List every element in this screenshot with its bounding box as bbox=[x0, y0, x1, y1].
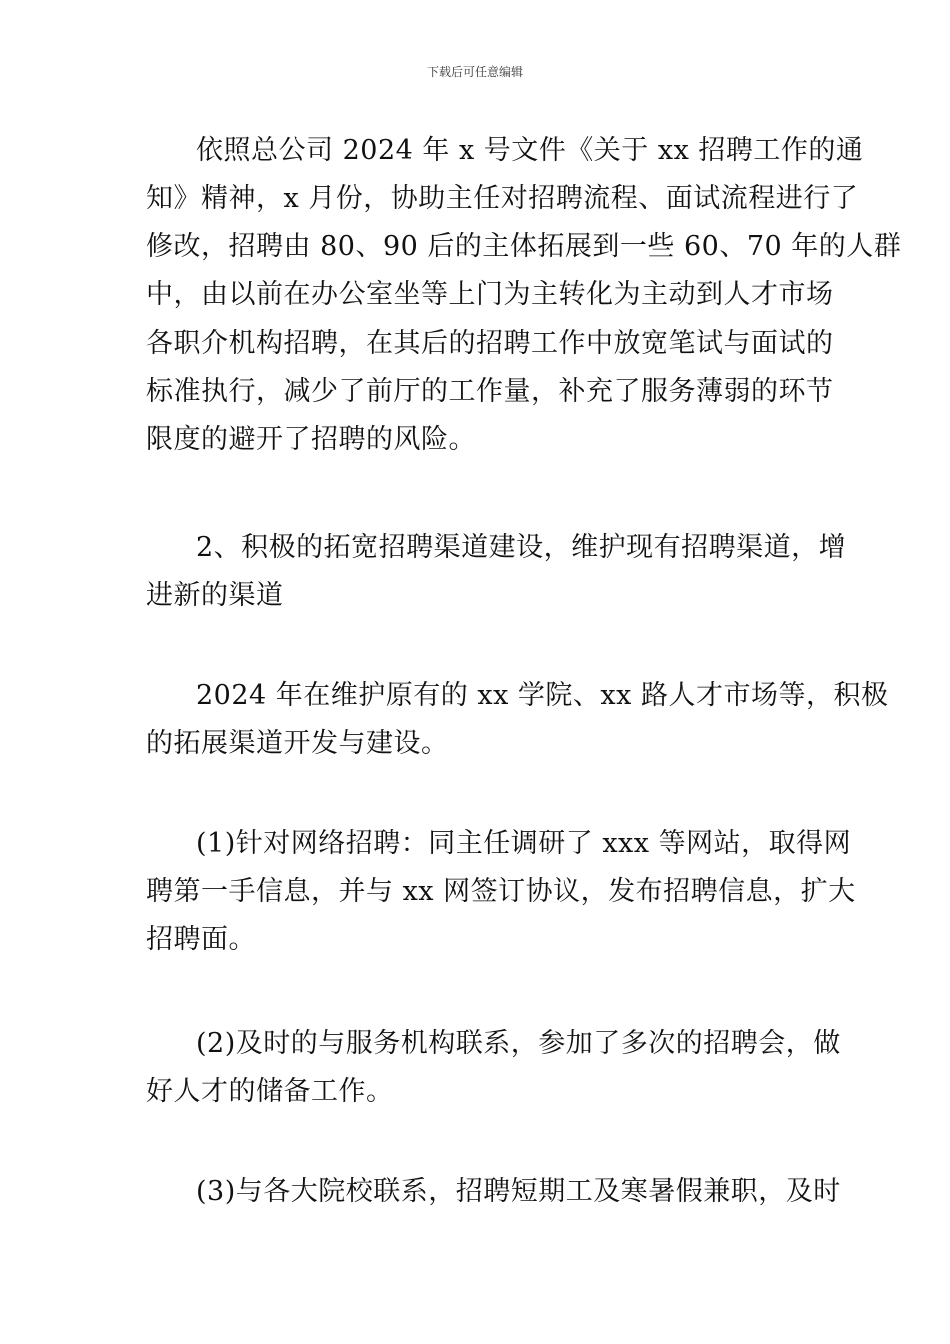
paragraph-1-line-3: 修改，招聘由 80、90 后的主体拓展到一些 60、70 年的人群 bbox=[146, 231, 902, 262]
paragraph-1-line-2: 知》精神，x 月份，协助主任对招聘流程、面试流程进行了 bbox=[146, 183, 859, 214]
paragraph-1-line-4: 中，由以前在办公室坐等上门为主转化为主动到人才市场 bbox=[146, 279, 834, 310]
page-header: 下载后可任意编辑 bbox=[426, 65, 523, 79]
paragraph-2-line-2: 进新的渠道 bbox=[146, 580, 284, 611]
paragraph-1-line-7: 限度的避开了招聘的风险。 bbox=[146, 424, 476, 455]
paragraph-2-line-1: 2、积极的拓宽招聘渠道建设，维护现有招聘渠道，增 bbox=[196, 532, 847, 563]
paragraph-5-line-2: 好人才的储备工作。 bbox=[146, 1076, 394, 1107]
paragraph-4-line-1: (1)针对网络招聘：同主任调研了 xxx 等网站，取得网 bbox=[196, 828, 852, 859]
paragraph-4-line-2: 聘第一手信息，并与 xx 网签订协议，发布招聘信息，扩大 bbox=[146, 876, 856, 907]
paragraph-1-line-6: 标准执行，减少了前厅的工作量，补充了服务薄弱的环节 bbox=[146, 376, 834, 407]
paragraph-3-line-2: 的拓展渠道开发与建设。 bbox=[146, 728, 449, 759]
paragraph-1-line-1: 依照总公司 2024 年 x 号文件《关于 xx 招聘工作的通 bbox=[196, 135, 864, 166]
paragraph-5-line-1: (2)及时的与服务机构联系，参加了多次的招聘会，做 bbox=[196, 1028, 841, 1059]
paragraph-4-line-3: 招聘面。 bbox=[146, 924, 256, 955]
paragraph-6-line-1: (3)与各大院校联系，招聘短期工及寒暑假兼职，及时 bbox=[196, 1176, 841, 1207]
paragraph-1-line-5: 各职介机构招聘，在其后的招聘工作中放宽笔试与面试的 bbox=[146, 328, 834, 359]
paragraph-3-line-1: 2024 年在维护原有的 xx 学院、xx 路人才市场等，积极 bbox=[196, 680, 889, 711]
